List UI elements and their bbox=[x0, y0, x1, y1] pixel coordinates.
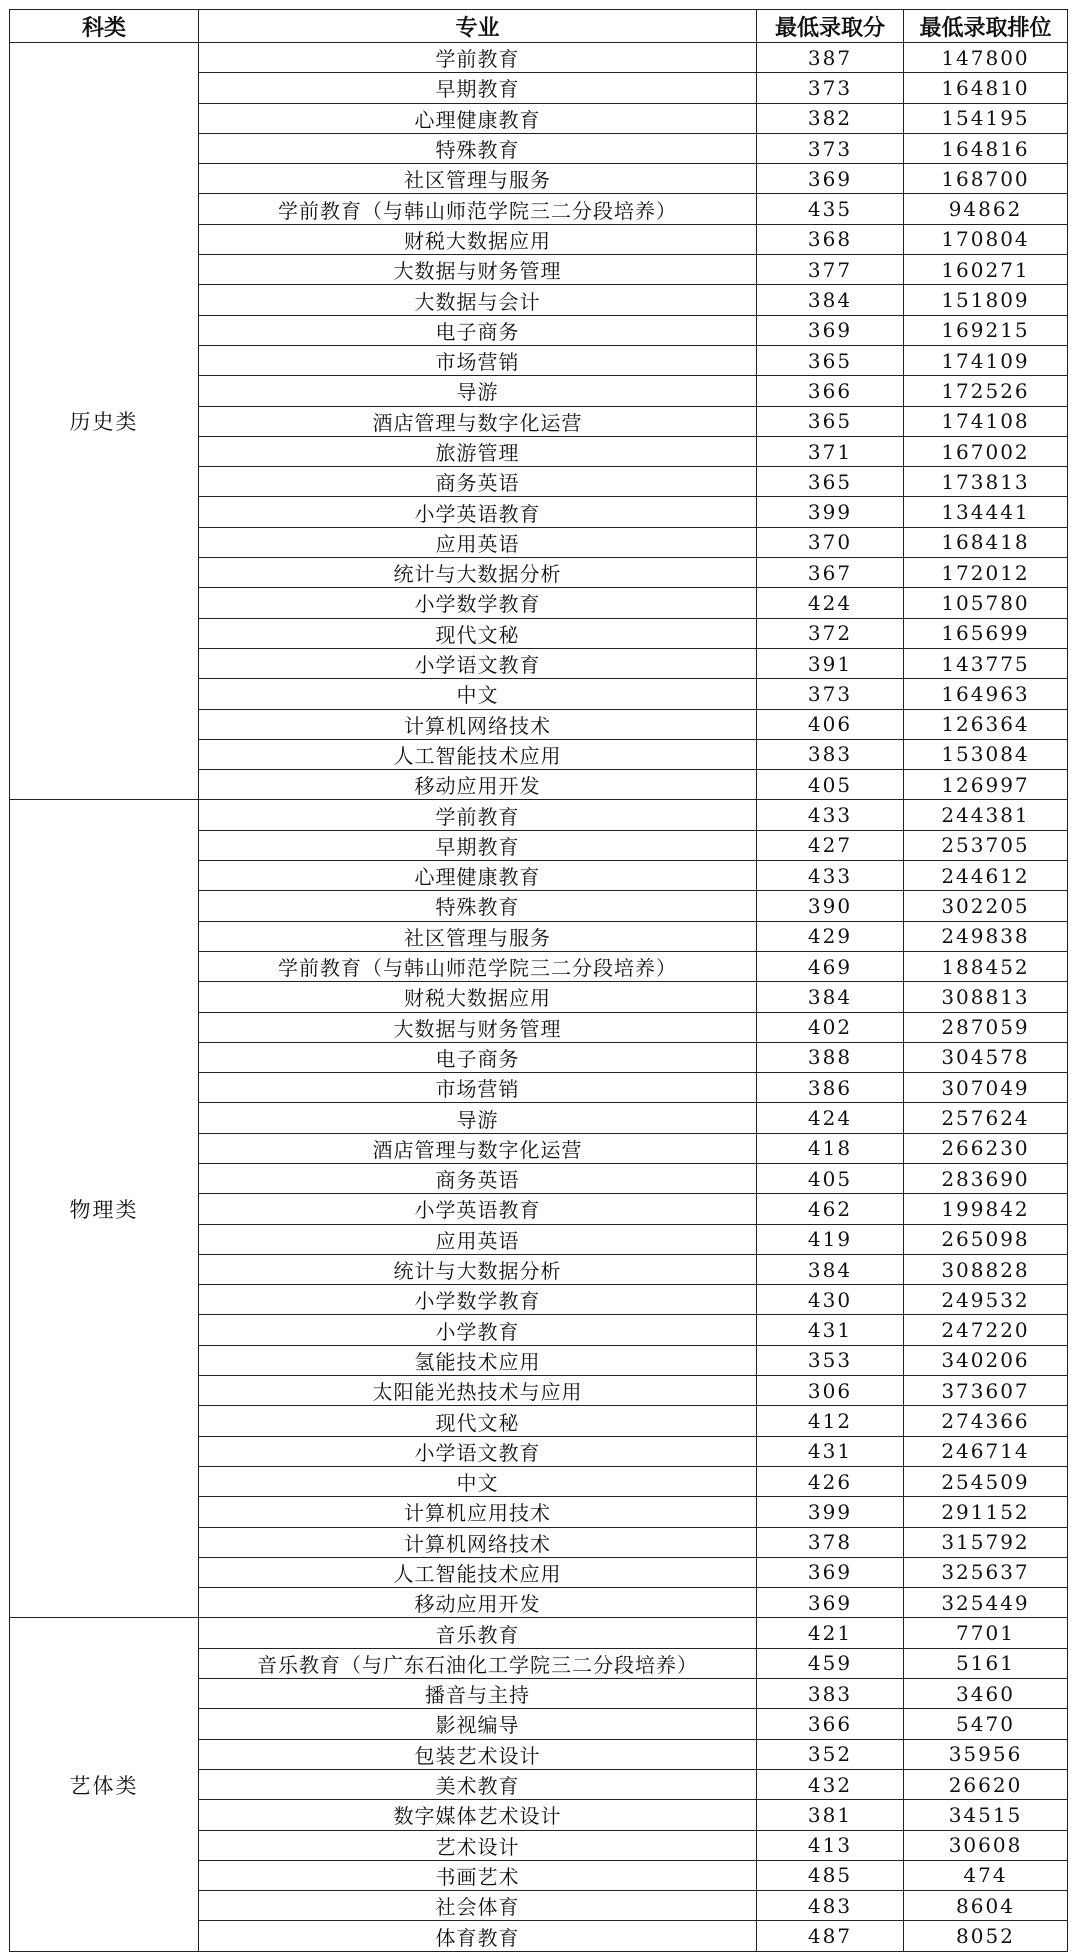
rank-cell: 174109 bbox=[904, 345, 1068, 375]
score-cell: 369 bbox=[757, 164, 904, 194]
major-cell: 市场营销 bbox=[199, 345, 757, 375]
rank-cell: 274366 bbox=[904, 1406, 1068, 1436]
score-cell: 383 bbox=[757, 1679, 904, 1709]
score-cell: 431 bbox=[757, 1315, 904, 1345]
rank-cell: 283690 bbox=[904, 1163, 1068, 1193]
rank-cell: 147800 bbox=[904, 43, 1068, 73]
score-cell: 432 bbox=[757, 1769, 904, 1799]
rank-cell: 153084 bbox=[904, 739, 1068, 769]
rank-cell: 302205 bbox=[904, 891, 1068, 921]
rank-cell: 143775 bbox=[904, 648, 1068, 678]
score-cell: 391 bbox=[757, 648, 904, 678]
rank-cell: 172012 bbox=[904, 558, 1068, 588]
score-cell: 399 bbox=[757, 1497, 904, 1527]
header-major: 专业 bbox=[199, 10, 757, 43]
score-cell: 433 bbox=[757, 800, 904, 830]
score-cell: 485 bbox=[757, 1860, 904, 1890]
score-cell: 384 bbox=[757, 1254, 904, 1284]
score-cell: 406 bbox=[757, 709, 904, 739]
major-cell: 旅游管理 bbox=[199, 436, 757, 466]
score-cell: 377 bbox=[757, 255, 904, 285]
rank-cell: 167002 bbox=[904, 436, 1068, 466]
score-cell: 383 bbox=[757, 739, 904, 769]
rank-cell: 169215 bbox=[904, 315, 1068, 345]
rank-cell: 199842 bbox=[904, 1194, 1068, 1224]
score-cell: 402 bbox=[757, 1012, 904, 1042]
score-cell: 366 bbox=[757, 1709, 904, 1739]
score-cell: 424 bbox=[757, 1103, 904, 1133]
major-cell: 艺术设计 bbox=[199, 1830, 757, 1860]
rank-cell: 249532 bbox=[904, 1285, 1068, 1315]
major-cell: 小学数学教育 bbox=[199, 1285, 757, 1315]
rank-cell: 164963 bbox=[904, 679, 1068, 709]
rank-cell: 287059 bbox=[904, 1012, 1068, 1042]
major-cell: 中文 bbox=[199, 679, 757, 709]
rank-cell: 134441 bbox=[904, 497, 1068, 527]
rank-cell: 325637 bbox=[904, 1557, 1068, 1587]
score-cell: 483 bbox=[757, 1891, 904, 1921]
rank-cell: 246714 bbox=[904, 1436, 1068, 1466]
major-cell: 影视编导 bbox=[199, 1709, 757, 1739]
major-cell: 学前教育 bbox=[199, 43, 757, 73]
major-cell: 商务英语 bbox=[199, 467, 757, 497]
rank-cell: 105780 bbox=[904, 588, 1068, 618]
rank-cell: 373607 bbox=[904, 1376, 1068, 1406]
score-cell: 433 bbox=[757, 861, 904, 891]
score-cell: 369 bbox=[757, 1557, 904, 1587]
rank-cell: 5470 bbox=[904, 1709, 1068, 1739]
major-cell: 计算机应用技术 bbox=[199, 1497, 757, 1527]
major-cell: 氢能技术应用 bbox=[199, 1345, 757, 1375]
score-cell: 487 bbox=[757, 1921, 904, 1951]
major-cell: 特殊教育 bbox=[199, 133, 757, 163]
table-row bbox=[10, 43, 1068, 73]
score-cell: 399 bbox=[757, 497, 904, 527]
rank-cell: 307049 bbox=[904, 1073, 1068, 1103]
admission-table-sheet bbox=[9, 9, 1068, 1952]
rank-cell: 304578 bbox=[904, 1042, 1068, 1072]
major-cell: 学前教育 bbox=[199, 800, 757, 830]
major-cell: 特殊教育 bbox=[199, 891, 757, 921]
major-cell: 现代文秘 bbox=[199, 618, 757, 648]
rank-cell: 265098 bbox=[904, 1224, 1068, 1254]
admission-score-table bbox=[9, 9, 1068, 1952]
major-cell: 心理健康教育 bbox=[199, 103, 757, 133]
major-cell: 移动应用开发 bbox=[199, 1588, 757, 1618]
major-cell: 酒店管理与数字化运营 bbox=[199, 1133, 757, 1163]
score-cell: 384 bbox=[757, 285, 904, 315]
score-cell: 365 bbox=[757, 345, 904, 375]
major-cell: 大数据与会计 bbox=[199, 285, 757, 315]
rank-cell: 7701 bbox=[904, 1618, 1068, 1648]
rank-cell: 266230 bbox=[904, 1133, 1068, 1163]
major-cell: 书画艺术 bbox=[199, 1860, 757, 1890]
score-cell: 462 bbox=[757, 1194, 904, 1224]
score-cell: 381 bbox=[757, 1800, 904, 1830]
major-cell: 音乐教育 bbox=[199, 1618, 757, 1648]
major-cell: 电子商务 bbox=[199, 1042, 757, 1072]
major-cell: 大数据与财务管理 bbox=[199, 255, 757, 285]
score-cell: 384 bbox=[757, 982, 904, 1012]
score-cell: 430 bbox=[757, 1285, 904, 1315]
major-cell: 人工智能技术应用 bbox=[199, 1557, 757, 1587]
major-cell: 大数据与财务管理 bbox=[199, 1012, 757, 1042]
rank-cell: 308813 bbox=[904, 982, 1068, 1012]
rank-cell: 474 bbox=[904, 1860, 1068, 1890]
score-cell: 370 bbox=[757, 527, 904, 557]
score-cell: 435 bbox=[757, 194, 904, 224]
score-cell: 372 bbox=[757, 618, 904, 648]
major-cell: 数字媒体艺术设计 bbox=[199, 1800, 757, 1830]
rank-cell: 188452 bbox=[904, 951, 1068, 981]
score-cell: 431 bbox=[757, 1436, 904, 1466]
rank-cell: 174108 bbox=[904, 406, 1068, 436]
table-row bbox=[10, 1618, 1068, 1648]
rank-cell: 315792 bbox=[904, 1527, 1068, 1557]
score-cell: 382 bbox=[757, 103, 904, 133]
score-cell: 421 bbox=[757, 1618, 904, 1648]
major-cell: 音乐教育（与广东石油化工学院三二分段培养） bbox=[199, 1648, 757, 1678]
rank-cell: 244612 bbox=[904, 861, 1068, 891]
score-cell: 405 bbox=[757, 1163, 904, 1193]
rank-cell: 160271 bbox=[904, 255, 1068, 285]
major-cell: 小学英语教育 bbox=[199, 497, 757, 527]
header-row bbox=[10, 10, 1068, 43]
major-cell: 人工智能技术应用 bbox=[199, 739, 757, 769]
score-cell: 366 bbox=[757, 376, 904, 406]
major-cell: 早期教育 bbox=[199, 73, 757, 103]
rank-cell: 34515 bbox=[904, 1800, 1068, 1830]
rank-cell: 170804 bbox=[904, 224, 1068, 254]
header-min-score: 最低录取分 bbox=[757, 10, 904, 43]
rank-cell: 253705 bbox=[904, 830, 1068, 860]
major-cell: 应用英语 bbox=[199, 1224, 757, 1254]
major-cell: 应用英语 bbox=[199, 527, 757, 557]
major-cell: 酒店管理与数字化运营 bbox=[199, 406, 757, 436]
major-cell: 小学英语教育 bbox=[199, 1194, 757, 1224]
score-cell: 459 bbox=[757, 1648, 904, 1678]
major-cell: 太阳能光热技术与应用 bbox=[199, 1376, 757, 1406]
major-cell: 心理健康教育 bbox=[199, 861, 757, 891]
major-cell: 电子商务 bbox=[199, 315, 757, 345]
major-cell: 播音与主持 bbox=[199, 1679, 757, 1709]
score-cell: 306 bbox=[757, 1376, 904, 1406]
major-cell: 学前教育（与韩山师范学院三二分段培养） bbox=[199, 194, 757, 224]
score-cell: 429 bbox=[757, 921, 904, 951]
major-cell: 小学教育 bbox=[199, 1315, 757, 1345]
score-cell: 365 bbox=[757, 406, 904, 436]
major-cell: 市场营销 bbox=[199, 1073, 757, 1103]
major-cell: 社区管理与服务 bbox=[199, 164, 757, 194]
rank-cell: 291152 bbox=[904, 1497, 1068, 1527]
header-min-rank: 最低录取排位 bbox=[904, 10, 1068, 43]
rank-cell: 151809 bbox=[904, 285, 1068, 315]
rank-cell: 168700 bbox=[904, 164, 1068, 194]
score-cell: 390 bbox=[757, 891, 904, 921]
major-cell: 移动应用开发 bbox=[199, 770, 757, 800]
score-cell: 367 bbox=[757, 558, 904, 588]
score-cell: 424 bbox=[757, 588, 904, 618]
score-cell: 412 bbox=[757, 1406, 904, 1436]
major-cell: 学前教育（与韩山师范学院三二分段培养） bbox=[199, 951, 757, 981]
major-cell: 美术教育 bbox=[199, 1769, 757, 1799]
rank-cell: 249838 bbox=[904, 921, 1068, 951]
rank-cell: 247220 bbox=[904, 1315, 1068, 1345]
rank-cell: 340206 bbox=[904, 1345, 1068, 1375]
score-cell: 352 bbox=[757, 1739, 904, 1769]
major-cell: 财税大数据应用 bbox=[199, 224, 757, 254]
header-category: 科类 bbox=[10, 10, 199, 43]
score-cell: 371 bbox=[757, 436, 904, 466]
major-cell: 统计与大数据分析 bbox=[199, 558, 757, 588]
rank-cell: 168418 bbox=[904, 527, 1068, 557]
score-cell: 419 bbox=[757, 1224, 904, 1254]
score-cell: 378 bbox=[757, 1527, 904, 1557]
major-cell: 小学数学教育 bbox=[199, 588, 757, 618]
score-cell: 369 bbox=[757, 1588, 904, 1618]
category-cell: 历史类 bbox=[10, 43, 199, 800]
rank-cell: 126997 bbox=[904, 770, 1068, 800]
major-cell: 早期教育 bbox=[199, 830, 757, 860]
rank-cell: 164816 bbox=[904, 133, 1068, 163]
rank-cell: 8052 bbox=[904, 1921, 1068, 1951]
score-cell: 365 bbox=[757, 467, 904, 497]
rank-cell: 164810 bbox=[904, 73, 1068, 103]
rank-cell: 173813 bbox=[904, 467, 1068, 497]
major-cell: 社会体育 bbox=[199, 1891, 757, 1921]
major-cell: 商务英语 bbox=[199, 1163, 757, 1193]
major-cell: 导游 bbox=[199, 376, 757, 406]
rank-cell: 35956 bbox=[904, 1739, 1068, 1769]
score-cell: 413 bbox=[757, 1830, 904, 1860]
rank-cell: 26620 bbox=[904, 1769, 1068, 1799]
major-cell: 导游 bbox=[199, 1103, 757, 1133]
score-cell: 369 bbox=[757, 315, 904, 345]
score-cell: 427 bbox=[757, 830, 904, 860]
score-cell: 418 bbox=[757, 1133, 904, 1163]
major-cell: 计算机网络技术 bbox=[199, 1527, 757, 1557]
major-cell: 计算机网络技术 bbox=[199, 709, 757, 739]
score-cell: 368 bbox=[757, 224, 904, 254]
major-cell: 现代文秘 bbox=[199, 1406, 757, 1436]
category-cell: 艺体类 bbox=[10, 1618, 199, 1951]
score-cell: 469 bbox=[757, 951, 904, 981]
rank-cell: 30608 bbox=[904, 1830, 1068, 1860]
rank-cell: 94862 bbox=[904, 194, 1068, 224]
score-cell: 373 bbox=[757, 133, 904, 163]
rank-cell: 172526 bbox=[904, 376, 1068, 406]
rank-cell: 5161 bbox=[904, 1648, 1068, 1678]
rank-cell: 165699 bbox=[904, 618, 1068, 648]
major-cell: 小学语文教育 bbox=[199, 648, 757, 678]
rank-cell: 126364 bbox=[904, 709, 1068, 739]
rank-cell: 325449 bbox=[904, 1588, 1068, 1618]
major-cell: 中文 bbox=[199, 1466, 757, 1496]
table-row bbox=[10, 800, 1068, 830]
score-cell: 387 bbox=[757, 43, 904, 73]
major-cell: 社区管理与服务 bbox=[199, 921, 757, 951]
rank-cell: 8604 bbox=[904, 1891, 1068, 1921]
major-cell: 体育教育 bbox=[199, 1921, 757, 1951]
score-cell: 373 bbox=[757, 73, 904, 103]
rank-cell: 244381 bbox=[904, 800, 1068, 830]
major-cell: 包装艺术设计 bbox=[199, 1739, 757, 1769]
score-cell: 353 bbox=[757, 1345, 904, 1375]
rank-cell: 257624 bbox=[904, 1103, 1068, 1133]
category-cell: 物理类 bbox=[10, 800, 199, 1618]
table-body bbox=[10, 43, 1068, 1952]
major-cell: 财税大数据应用 bbox=[199, 982, 757, 1012]
major-cell: 小学语文教育 bbox=[199, 1436, 757, 1466]
major-cell: 统计与大数据分析 bbox=[199, 1254, 757, 1284]
rank-cell: 154195 bbox=[904, 103, 1068, 133]
score-cell: 388 bbox=[757, 1042, 904, 1072]
rank-cell: 254509 bbox=[904, 1466, 1068, 1496]
score-cell: 405 bbox=[757, 770, 904, 800]
score-cell: 373 bbox=[757, 679, 904, 709]
score-cell: 386 bbox=[757, 1073, 904, 1103]
score-cell: 426 bbox=[757, 1466, 904, 1496]
rank-cell: 308828 bbox=[904, 1254, 1068, 1284]
rank-cell: 3460 bbox=[904, 1679, 1068, 1709]
